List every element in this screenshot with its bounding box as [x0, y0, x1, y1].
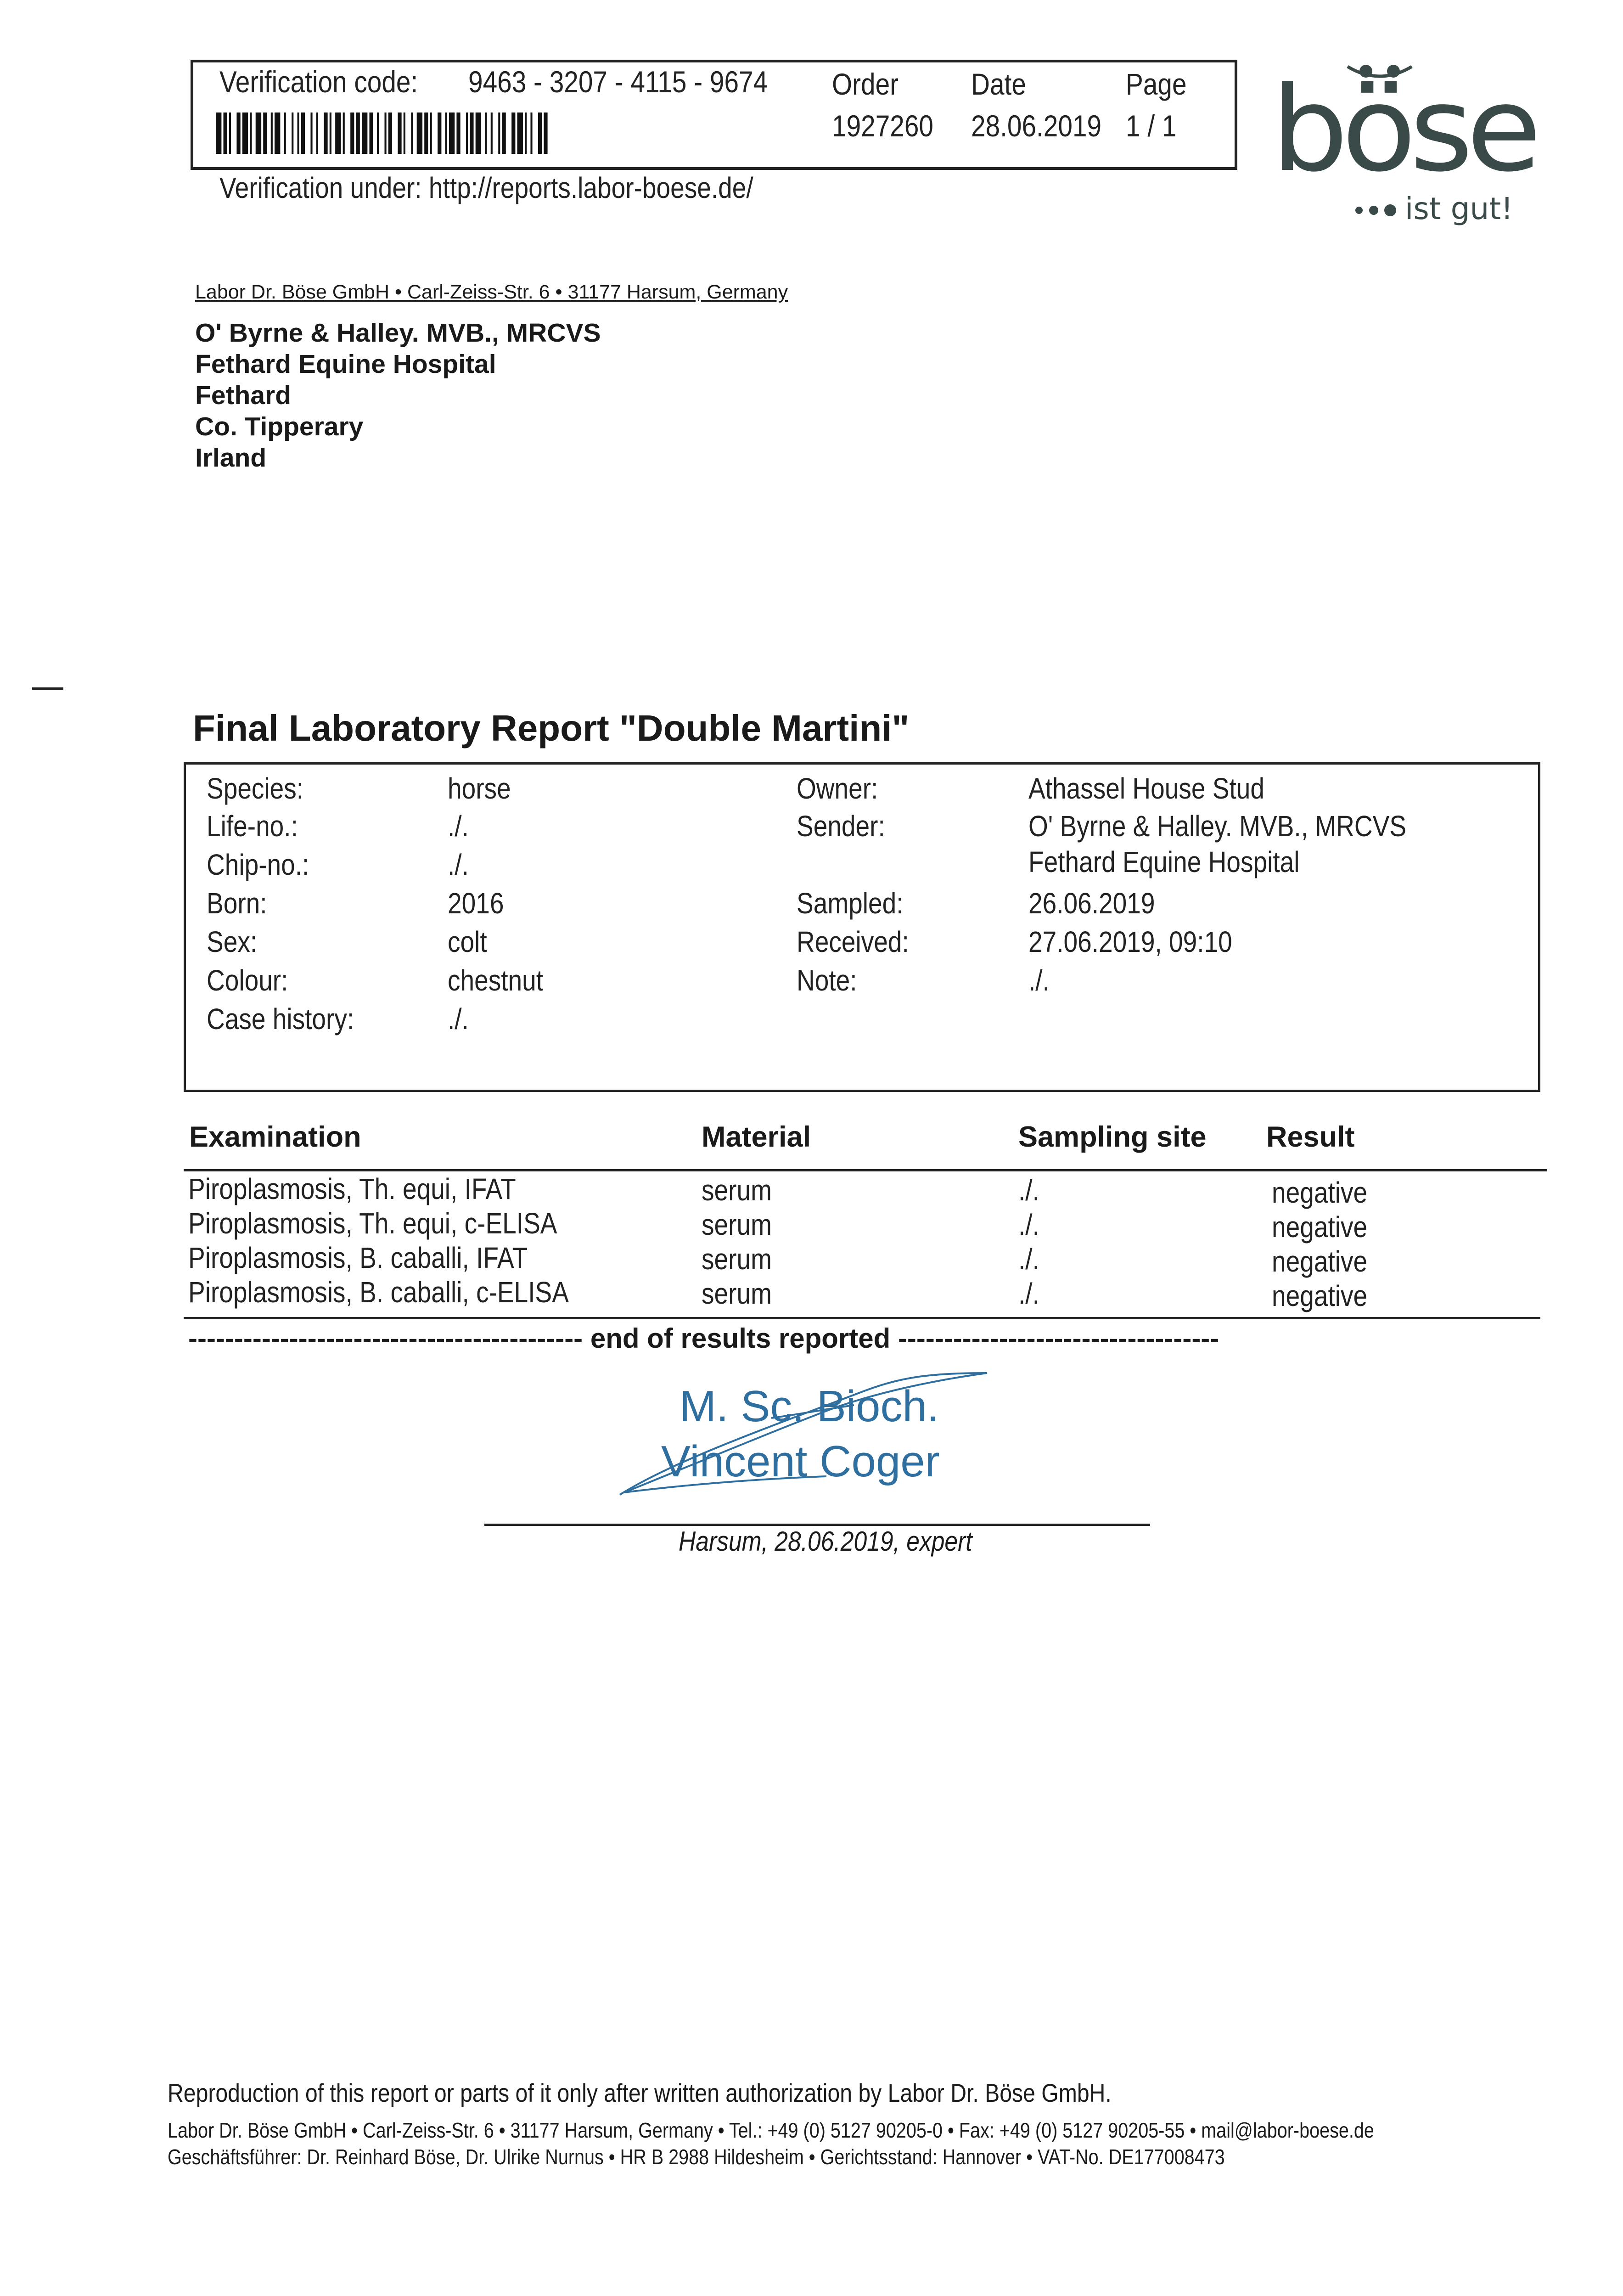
barcode-bar [417, 113, 422, 154]
sender-value-line2: Fethard Equine Hospital [1028, 845, 1300, 878]
material-cell: serum [702, 1243, 772, 1276]
lifeno-label: Life-no.: [207, 810, 298, 843]
barcode-bar [456, 113, 460, 154]
barcode-image [216, 113, 553, 154]
barcode-bar [538, 113, 542, 154]
signature [606, 1364, 1019, 1511]
barcode-bar [438, 113, 441, 154]
barcode-bar [470, 113, 473, 154]
barcode-bar [256, 113, 261, 154]
received-label: Received: [797, 925, 909, 958]
barcode-bar [242, 113, 248, 154]
sender-label: Sender: [797, 810, 885, 843]
report-title: Final Laboratory Report "Double Martini" [193, 708, 910, 748]
barcode-bar [491, 113, 493, 154]
note-label: Note: [797, 964, 857, 997]
result-cell: negative [1272, 1279, 1368, 1312]
column-header-examination: Examination [189, 1121, 361, 1153]
table-header-rule [184, 1169, 1547, 1171]
colour-value: chestnut [448, 964, 544, 997]
result-cell: negative [1272, 1210, 1368, 1244]
barcode-bar [310, 113, 312, 154]
footer-legal-line: Geschäftsführer: Dr. Reinhard Böse, Dr. Ulrike Nurnus • HR B 2988 Hildesheim • Gerichtsstand: Hannover • VAT-No. DE177008473 [168, 2145, 1225, 2169]
barcode-bar [398, 113, 401, 154]
table-bottom-rule [184, 1317, 1540, 1319]
chipno-label: Chip-no.: [207, 848, 309, 881]
sender-value-line1: O' Byrne & Halley. MVB., MRCVS [1028, 810, 1407, 843]
site-cell: ./. [1018, 1208, 1039, 1241]
born-label: Born: [207, 887, 267, 920]
result-cell: negative [1272, 1245, 1368, 1278]
footer-contact-line: Labor Dr. Böse GmbH • Carl-Zeiss-Str. 6 • 31177 Harsum, Germany • Tel.: +49 (0) 5127 90205-0 • Fax: +49 (0) 5127 90205-55 • mail@labor-boese.de [168, 2118, 1374, 2142]
material-cell: serum [702, 1174, 772, 1207]
note-value: ./. [1028, 964, 1050, 997]
barcode-bar [517, 113, 523, 154]
barcode-bar [362, 113, 367, 154]
barcode-bar [530, 113, 532, 154]
barcode-bar [424, 113, 428, 154]
barcode-bar [525, 113, 527, 154]
barcode-bar [404, 113, 405, 154]
material-cell: serum [702, 1277, 772, 1310]
barcode-bar [343, 113, 345, 154]
barcode-bar [411, 113, 413, 154]
box-gap [193, 162, 797, 167]
barcode-bar [250, 113, 252, 154]
barcode-bar [271, 113, 273, 154]
signature-title-line: M. Sc. Bioch. [680, 1382, 939, 1431]
received-value: 27.06.2019, 09:10 [1028, 925, 1232, 958]
examination-cell: Piroplasmosis, Th. equi, c-ELISA [188, 1207, 557, 1240]
lifeno-value: ./. [448, 810, 469, 843]
examination-cell: Piroplasmosis, B. caballi, c-ELISA [188, 1276, 569, 1309]
margin-mark [32, 687, 63, 690]
sender-return-address: Labor Dr. Böse GmbH • Carl-Zeiss-Str. 6 • 31177 Harsum, Germany [195, 281, 788, 303]
barcode-bar [335, 113, 341, 154]
barcode-bar [224, 113, 227, 154]
barcode-bar [229, 113, 231, 154]
colour-label: Colour: [207, 964, 288, 997]
site-cell: ./. [1018, 1243, 1039, 1276]
page-value: 1 / 1 [1126, 109, 1177, 143]
column-header-material: Material [702, 1121, 811, 1153]
address-line: Fethard Equine Hospital [195, 349, 496, 379]
date-label: Date [971, 67, 1026, 101]
species-label: Species: [207, 772, 304, 805]
signature-caption: Harsum, 28.06.2019, expert [679, 1526, 972, 1557]
verification-label: Verification code: [219, 65, 418, 99]
barcode-bar [324, 113, 327, 154]
column-header-sampling-site: Sampling site [1018, 1121, 1207, 1153]
barcode-bar [388, 113, 392, 154]
barcode-bar [430, 113, 432, 154]
address-line: Fethard [195, 381, 292, 410]
logo-tagline: ist gut! [1405, 191, 1513, 226]
barcode-bar [445, 113, 447, 154]
born-value: 2016 [448, 887, 504, 920]
verification-code: 9463 - 3207 - 4115 - 9674 [468, 65, 768, 99]
barcode-bar [298, 113, 299, 154]
barcode-bar [356, 113, 360, 154]
barcode-bar [369, 113, 373, 154]
species-value: horse [448, 772, 511, 805]
barcode-bar [275, 113, 280, 154]
sex-value: colt [448, 925, 487, 958]
barcode-bar [502, 113, 506, 154]
case-history-value: ./. [448, 1002, 469, 1035]
examination-cell: Piroplasmosis, Th. equi, IFAT [188, 1172, 516, 1205]
chipno-value: ./. [448, 848, 469, 881]
barcode-bar [377, 113, 379, 154]
barcode-bar [385, 113, 387, 154]
end-of-results-line: ------------------------------------------- end of results reported ----------------------------------- [188, 1323, 1219, 1354]
signature-name-line: Vincent Coger [661, 1437, 940, 1486]
barcode-bar [449, 113, 455, 154]
barcode-bar [316, 113, 318, 154]
sex-label: Sex: [207, 925, 258, 958]
boese-logo [1267, 57, 1543, 227]
column-header-result: Result [1266, 1121, 1355, 1153]
barcode-bar [511, 113, 515, 154]
order-value: 1927260 [832, 109, 933, 143]
barcode-bar [350, 113, 354, 154]
case-history-label: Case history: [207, 1002, 354, 1035]
reproduction-notice: Reproduction of this report or parts of it only after written authorization by Labor Dr. Böse GmbH. [168, 2078, 1112, 2107]
barcode-bar [466, 113, 468, 154]
barcode-bar [544, 113, 547, 154]
site-cell: ./. [1018, 1277, 1039, 1310]
date-value: 28.06.2019 [971, 109, 1102, 143]
barcode-bar [498, 113, 500, 154]
order-label: Order [832, 67, 899, 101]
owner-label: Owner: [797, 772, 878, 805]
barcode-bar [485, 113, 487, 154]
material-cell: serum [702, 1208, 772, 1241]
sampled-value: 26.06.2019 [1028, 887, 1155, 920]
examination-cell: Piroplasmosis, B. caballi, IFAT [188, 1241, 528, 1274]
owner-value: Athassel House Stud [1028, 772, 1265, 805]
result-cell: negative [1272, 1176, 1368, 1209]
address-line: Irland [195, 443, 267, 473]
barcode-bar [301, 113, 305, 154]
barcode-bar [263, 113, 267, 154]
barcode-bar [330, 113, 331, 154]
barcode-bar [476, 113, 481, 154]
site-cell: ./. [1018, 1174, 1039, 1207]
address-line: Co. Tipperary [195, 412, 364, 441]
logo-wordmark: böse [1271, 62, 1536, 198]
barcode-bar [216, 113, 221, 154]
sampled-label: Sampled: [797, 887, 904, 920]
page-label: Page [1126, 67, 1187, 101]
barcode-bar [236, 113, 240, 154]
verification-url: Verification under: http://reports.labor-boese.de/ [219, 171, 753, 204]
address-line: O' Byrne & Halley. MVB., MRCVS [195, 318, 601, 348]
barcode-bar [284, 113, 286, 154]
barcode-bar [292, 113, 293, 154]
